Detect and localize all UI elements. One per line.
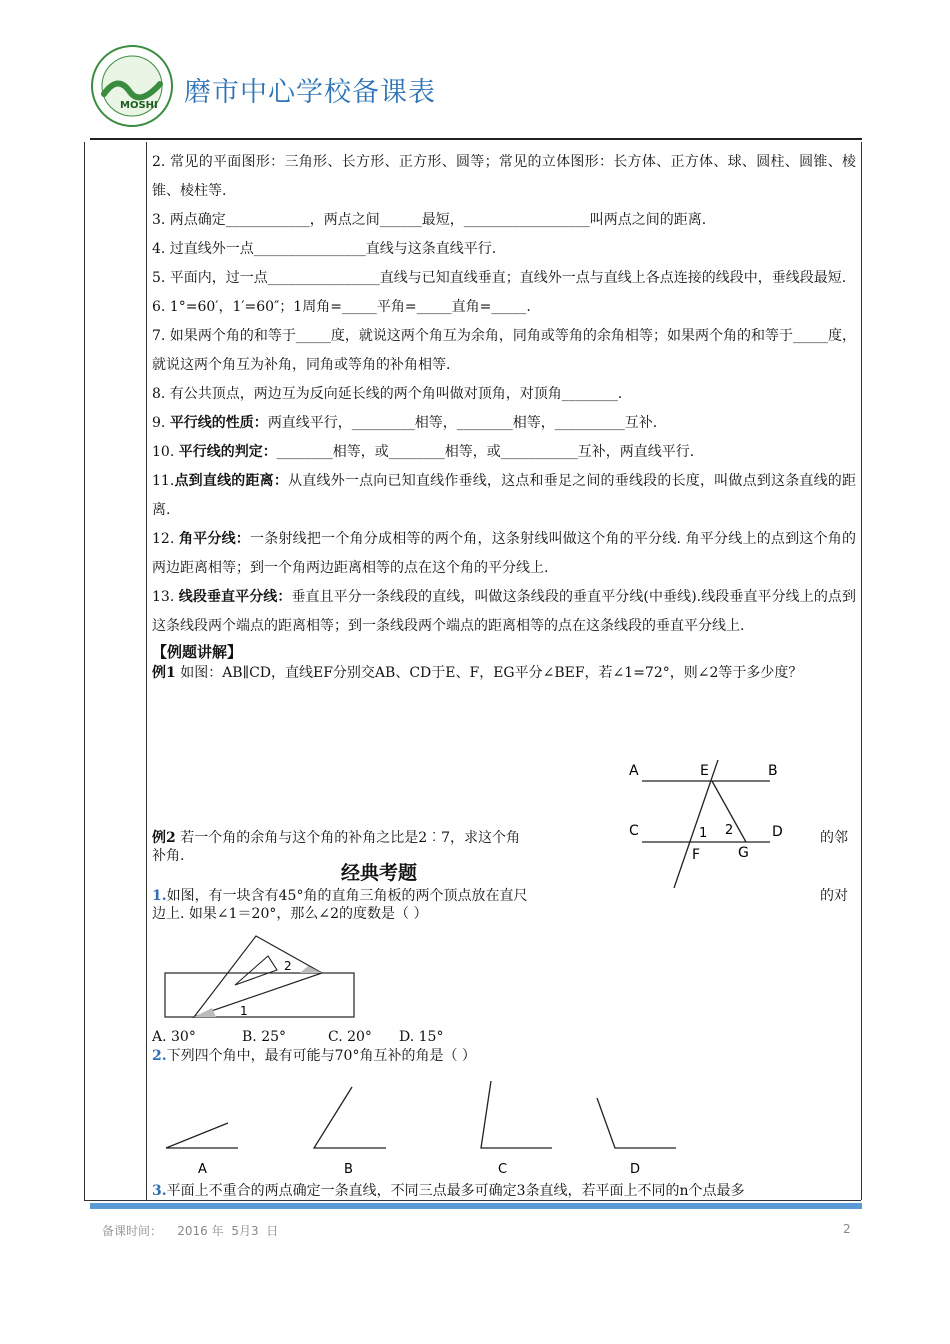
label-a: A: [629, 763, 639, 779]
lesson-content: [152, 148, 856, 683]
line-ef: [674, 760, 718, 888]
item-12-term: 角平分线：: [178, 531, 251, 547]
table-column-divider: [146, 142, 147, 1200]
angle-option-c: [481, 1081, 552, 1177]
item-4: 4. 过直线外一点________________直线与这条直线平行.: [152, 241, 497, 257]
question-3: [152, 1182, 856, 1200]
question-2-number: 2.: [152, 1048, 167, 1064]
item-12: [152, 525, 856, 583]
example-2: [152, 829, 612, 847]
item-9-number: 9.: [152, 415, 166, 431]
item-6: 6. 1°=60′，1′=60″；1周角=_____平角=_____直角=_____.: [152, 299, 531, 315]
example-2-label: 例2: [152, 830, 176, 846]
angle-options-figure: [160, 1075, 690, 1185]
item-2: 2. 常见的平面图形：三角形、长方形、正方形、圆等；常见的立体图形：长方体、正方体、球、圆柱、圆锥、棱锥、棱柱等.: [152, 154, 856, 199]
item-3: 3. 两点确定____________，两点之间______最短，__________________叫两点之间的距离.: [152, 212, 707, 228]
item-9: [152, 409, 856, 438]
item-13: [152, 583, 856, 641]
lesson-date: [102, 1222, 278, 1239]
page-number: 2: [843, 1222, 851, 1236]
angle-option-b: [314, 1087, 386, 1177]
angle-label-c: C: [498, 1162, 508, 1177]
logo-abbr: MOSHI: [120, 100, 158, 111]
angle-label-a: A: [198, 1162, 207, 1177]
angle-option-a: [166, 1123, 238, 1177]
example-1-text: 如图：AB∥CD，直线EF分别交AB、CD于E、F，EG平分∠BEF，若∠1=72°，则∠2等于多少度？: [175, 665, 803, 681]
set-square-inner: [235, 956, 277, 985]
question-1-line2: 边上. 如果∠1＝20°，那么∠2的度数是（ ）: [152, 906, 428, 922]
q1-option-a: A. 30°: [152, 1029, 196, 1045]
date-month-day: 5月3: [231, 1224, 259, 1238]
item-7: 7. 如果两个角的和等于_____度，就说这两个角互为余角，同角或等角的余角相等；如果两个角的和等于_____度，就说这两个角互为补角，同角或等角的补角相等.: [152, 328, 856, 373]
label-angle-1: 1: [699, 826, 708, 841]
item-13-number: 13.: [152, 589, 175, 605]
item-8: 8. 有公共顶点，两边互为反向延长线的两个角叫做对顶角，对顶角________.: [152, 386, 623, 402]
label-b: B: [768, 763, 778, 779]
question-3-text: 平面上不重合的两点确定一条直线，不同三点最多可确定3条直线，若平面上不同的n个点最多: [166, 1183, 745, 1199]
label-angle-2: 2: [725, 823, 734, 838]
q1-option-b: B. 25°: [242, 1029, 287, 1045]
example-1: [152, 663, 856, 683]
label-g: G: [738, 845, 749, 861]
triangle-ruler-figure: [160, 930, 360, 1020]
section-examples-heading: 【例题讲解】: [152, 643, 243, 661]
example-1-label: 例1: [152, 665, 176, 681]
parallel-lines-figure: [620, 756, 800, 891]
item-10-text: ________相等，或________相等，或___________互补，两直线平行.: [276, 444, 695, 460]
item-11-text: 从直线外一点向已知直线作垂线，这点和垂足之间的垂线段的长度，叫做点到这条直线的距离.: [152, 473, 857, 518]
date-year-unit: 年: [211, 1224, 224, 1238]
q1-option-d: D. 15°: [399, 1029, 444, 1045]
question-1: [152, 887, 622, 905]
page-title: 磨市中心学校备课表: [184, 77, 436, 108]
school-logo: [90, 44, 174, 128]
example-2-tail: 的邻: [820, 830, 848, 846]
item-11-number: 11.: [152, 473, 175, 489]
angle-1-label: 1: [240, 1004, 248, 1018]
table-bottom-border: [84, 1200, 861, 1201]
question-1-number: 1.: [152, 888, 167, 904]
item-10: [152, 438, 856, 467]
item-9-text: 两直线平行，_________相等，________相等，__________互补.: [267, 415, 658, 431]
label-f: F: [692, 847, 701, 863]
question-2-text: 下列四个角中，最有可能与70°角互补的角是（ ）: [166, 1048, 476, 1064]
date-year: 2016: [177, 1224, 208, 1238]
item-13-text: 垂直且平分一条线段的直线，叫做这条线段的垂直平分线(中垂线).线段垂直平分线上的点到这条线段两个端点的距离相等；到一条线段两个端点的距离相等的点在这条线段的垂直平分线上.: [152, 589, 856, 634]
date-label: 备课时间：: [102, 1224, 163, 1238]
angle-option-d: [597, 1098, 676, 1177]
date-day-unit: 日: [266, 1224, 279, 1238]
item-10-number: 10.: [152, 444, 175, 460]
item-11: [152, 467, 856, 525]
q1-option-c: C. 20°: [328, 1029, 372, 1045]
item-10-term: 平行线的判定：: [178, 444, 277, 460]
question-1-tail: 的对: [820, 888, 848, 904]
label-e: E: [700, 763, 709, 779]
angle-label-d: D: [630, 1162, 641, 1177]
angle-2-label: 2: [284, 959, 292, 973]
angle-label-b: B: [344, 1162, 353, 1177]
example-2-line2: 补角.: [152, 848, 185, 864]
item-13-term: 线段垂直平分线：: [178, 589, 292, 605]
question-2: [152, 1047, 476, 1065]
item-12-text: 一条射线把一个角分成相等的两个角，这条射线叫做这个角的平分线. 角平分线上的点到这个角的两边距离相等；到一个角两边距离相等的点在这个角的平分线上.: [152, 531, 857, 576]
question-3-number: 3.: [152, 1183, 167, 1199]
label-c: C: [629, 823, 639, 839]
item-9-term: 平行线的性质：: [169, 415, 268, 431]
header-divider: [90, 138, 862, 140]
question-1-text: 如图，有一块含有45°角的直角三角板的两个顶点放在直尺: [166, 888, 528, 904]
item-12-number: 12.: [152, 531, 175, 547]
item-5: 5. 平面内，过一点________________直线与已知直线垂直；直线外一点与直线上各点连接的线段中，垂线段最短.: [152, 270, 847, 286]
item-11-term: 点到直线的距离：: [174, 473, 289, 489]
example-2-text: 若一个角的余角与这个角的补角之比是2︰7，求这个角: [175, 830, 521, 846]
footer-blue-rule: [90, 1203, 862, 1209]
classic-problems-heading: 经典考题: [341, 862, 418, 884]
label-d: D: [772, 824, 783, 840]
